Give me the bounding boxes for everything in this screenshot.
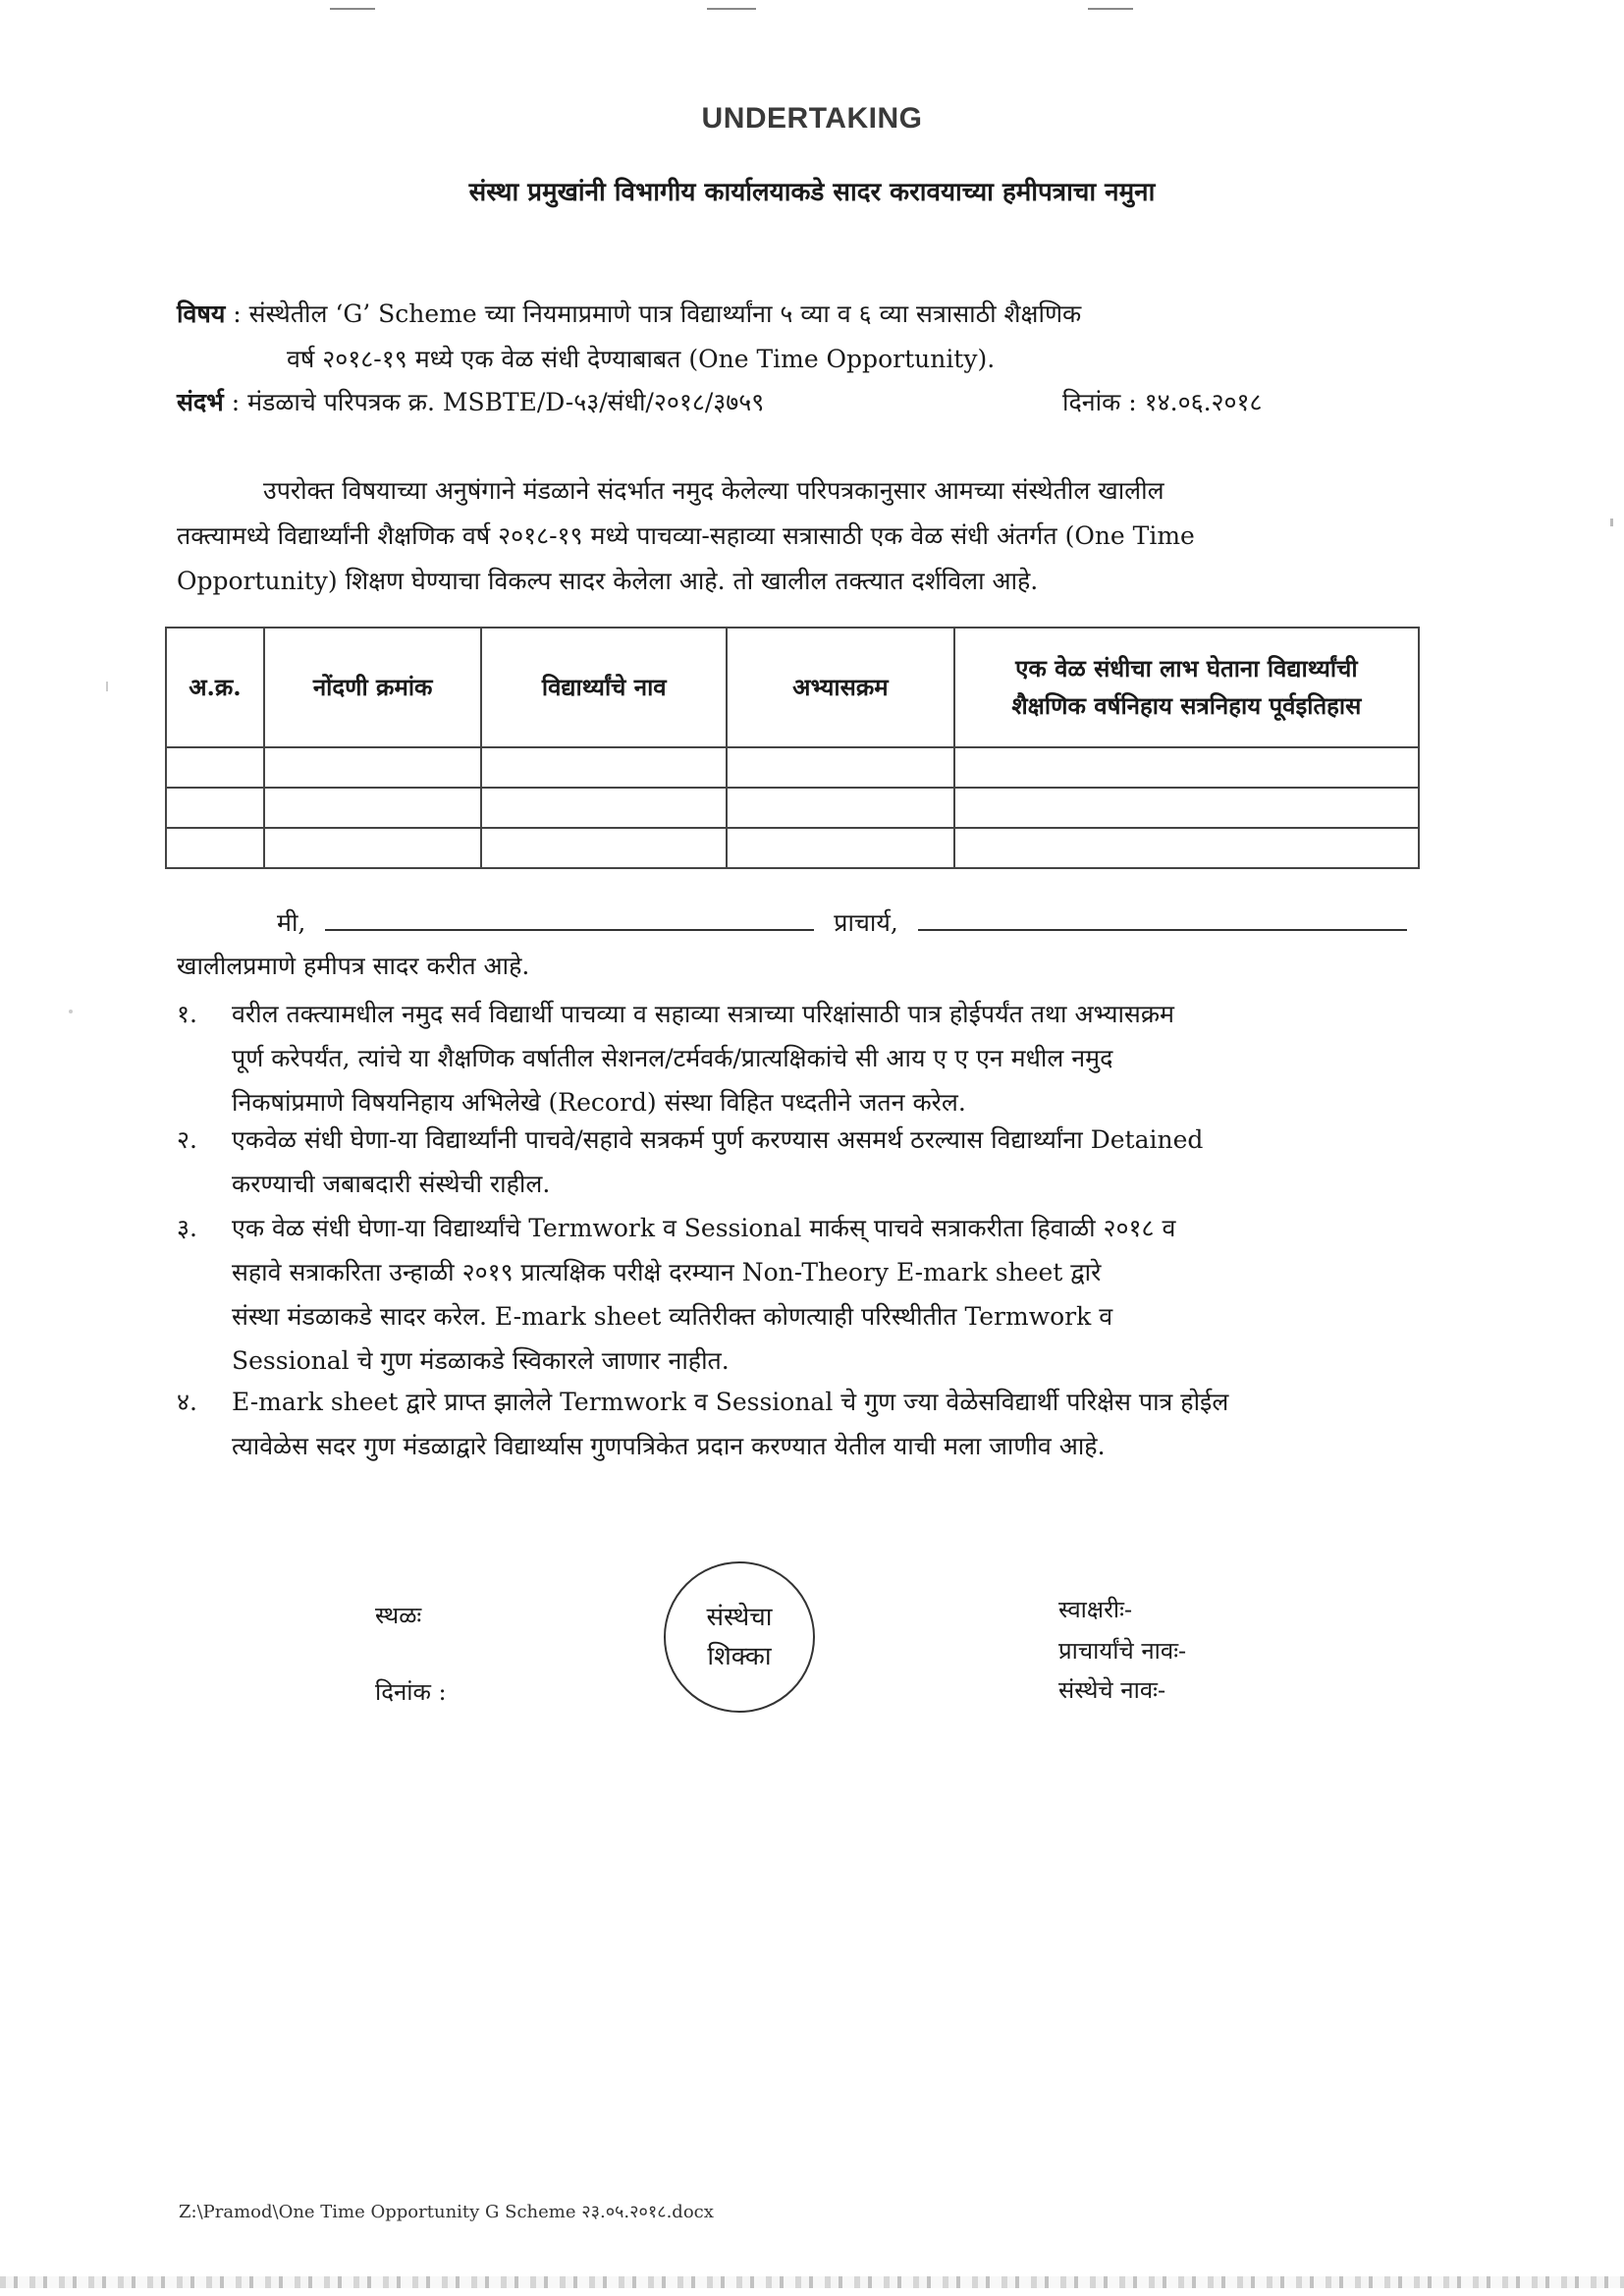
table-cell[interactable] — [166, 747, 264, 788]
scan-mark — [330, 8, 375, 10]
intro-line-1: उपरोक्त विषयाच्या अनुषंगाने मंडळाने संदर्भात नमुद केलेल्या परिपत्रकानुसार आमच्या संस्थेतील खालील — [263, 476, 1164, 505]
declaration-line — [277, 903, 1407, 939]
scan-edge-noise — [0, 2276, 1624, 2288]
table-cell[interactable] — [954, 788, 1419, 828]
list-item — [177, 992, 1443, 1124]
scan-speck — [106, 682, 108, 691]
table-row — [166, 828, 1419, 868]
table-row — [166, 788, 1419, 828]
col-header-registration-no: नोंदणी क्रमांक — [264, 628, 482, 747]
list-item-line: त्यावेळेस सदर गुण मंडळाद्वारे विद्यार्थ्यास गुणपत्रिकेत प्रदान करण्यात येतील याची मला जाणीव आहे. — [232, 1432, 1106, 1460]
table-cell[interactable] — [166, 788, 264, 828]
list-item-text — [232, 1206, 1439, 1383]
list-item-number: ४. — [177, 1388, 197, 1416]
seal-line-1: संस्थेचा — [706, 1603, 773, 1632]
reference-label: संदर्भ — [177, 388, 224, 416]
table-header-row — [166, 628, 1419, 747]
subject-text-1: : संस्थेतील ‘G’ Scheme च्या नियमाप्रमाणे पात्र विद्यार्थ्यांना ५ व्या व ६ व्या सत्रासाठी शैक्षणिक — [233, 300, 1082, 328]
name-blank-field[interactable] — [325, 903, 814, 931]
col-header-student-name: विद्यार्थ्यांचे नाव — [481, 628, 727, 747]
subject-line-2: वर्ष २०१८-१९ मध्ये एक वेळ संधी देण्याबाबत (One Time Opportunity). — [287, 345, 996, 373]
student-table — [165, 627, 1420, 869]
principal-name-label: प्राचार्यांचे नावः- — [1058, 1637, 1187, 1665]
list-item-line: वरील तक्त्यामधील नमुद सर्व विद्यार्थी पाचव्या व सहाव्या सत्राच्या परिक्षांसाठी पात्र होईपर्यंत तथा अभ्यासक्रम — [232, 1000, 1174, 1028]
declaration-continuation: खालीलप्रमाणे हमीपत्र सादर करीत आहे. — [177, 952, 530, 980]
declaration-i-label: मी, — [277, 908, 306, 937]
principal-label: प्राचार्य, — [834, 908, 898, 937]
signature-label: स्वाक्षरीः- — [1058, 1596, 1133, 1623]
table-cell[interactable] — [954, 828, 1419, 868]
table-cell[interactable] — [481, 828, 727, 868]
list-item-line: पूर्ण करेपर्यंत, त्यांचे या शैक्षणिक वर्षातील सेशनल/टर्मवर्क/प्रात्यक्षिकांचे सी आय ए ए एन मधील नमुद — [232, 1044, 1113, 1072]
seal-line-2: शिक्का — [707, 1642, 772, 1671]
table-cell[interactable] — [264, 747, 482, 788]
table-cell[interactable] — [264, 828, 482, 868]
intro-line-3: Opportunity) शिक्षण घेण्याचा विकल्प सादर केलेला आहे. तो खालील तक्त्यात दर्शविला आहे. — [177, 567, 1039, 595]
scan-mark — [1088, 8, 1133, 10]
scan-speck — [1610, 519, 1613, 526]
table-cell[interactable] — [727, 747, 954, 788]
reference-date: दिनांक : १४.०६.२०१८ — [1062, 388, 1263, 416]
table-row — [166, 747, 1419, 788]
table-cell[interactable] — [954, 747, 1419, 788]
list-item-line: संस्था मंडळाकडे सादर करेल. E-mark sheet व्यतिरीक्त कोणत्याही परिस्थीतीत Termwork व — [232, 1302, 1113, 1331]
list-item — [177, 1206, 1443, 1383]
table-cell[interactable] — [727, 788, 954, 828]
intro-line-2: तक्त्यामध्ये विद्यार्थ्यांनी शैक्षणिक वर्ष २०१८-१९ मध्ये पाचव्या-सहाव्या सत्रासाठी एक वेळ संधी अंतर्गत (One Time — [177, 521, 1195, 550]
list-item-line: E-mark sheet द्वारे प्राप्त झालेले Termwork व Sessional चे गुण ज्या वेळेसविद्यार्थी परिक्षेस पात्र होईल — [232, 1388, 1229, 1416]
subject-label: विषय — [177, 300, 226, 328]
list-item — [177, 1118, 1443, 1206]
list-item-number: २. — [177, 1125, 197, 1154]
institute-name-label: संस्थेचे नावः- — [1058, 1676, 1166, 1704]
list-item-number: ३. — [177, 1214, 197, 1242]
list-item — [177, 1380, 1443, 1468]
table-cell[interactable] — [727, 828, 954, 868]
table-cell[interactable] — [481, 788, 727, 828]
list-item-line: Sessional चे गुण मंडळाकडे स्विकारले जाणार नाहीत. — [232, 1346, 730, 1375]
list-item-line: एकवेळ संधी घेणा-या विद्यार्थ्यांनी पाचवे/सहावे सत्रकर्म पुर्ण करण्यास असमर्थ ठरल्यास विद्यार्थ्यांना Detained — [232, 1125, 1204, 1154]
scan-mark — [707, 8, 756, 10]
institute-blank-field[interactable] — [918, 903, 1407, 931]
col-header-history: एक वेळ संधीचा लाभ घेताना विद्यार्थ्यांची शैक्षणिक वर्षनिहाय सत्रनिहाय पूर्वइतिहास — [954, 628, 1419, 747]
table-cell[interactable] — [481, 747, 727, 788]
list-item-line: निकषांप्रमाणे विषयनिहाय अभिलेखे (Record) संस्था विहित पध्दतीने जतन करेल. — [232, 1088, 966, 1117]
list-item-line: सहावे सत्राकरिता उन्हाळी २०१९ प्रात्यक्षिक परीक्षे दरम्यान Non-Theory E-mark sheet द्वारे — [232, 1258, 1102, 1286]
scan-speck — [69, 1010, 73, 1013]
reference-text: : मंडळाचे परिपत्रक क्र. MSBTE/D-५३/संधी/२०१८/३७५९ — [231, 388, 765, 416]
list-item-line: करण्याची जबाबदारी संस्थेची राहील. — [232, 1170, 551, 1198]
page-title: UNDERTAKING — [701, 102, 923, 135]
institute-seal — [664, 1561, 815, 1713]
col-header-sr-no: अ.क्र. — [166, 628, 264, 747]
list-item-line: एक वेळ संधी घेणा-या विद्यार्थ्यांचे Termwork व Sessional मार्कस् पाचवे सत्राकरीता हिवाळी २०१८ व — [232, 1214, 1176, 1242]
reference-line — [177, 385, 764, 418]
date-label: दिनांक : — [375, 1678, 447, 1706]
list-item-number: १. — [177, 1000, 197, 1028]
subject-line-1 — [177, 297, 1081, 330]
list-item-text — [232, 992, 1439, 1124]
table-cell[interactable] — [166, 828, 264, 868]
list-item-text — [232, 1118, 1439, 1206]
page-subtitle: संस्था प्रमुखांनी विभागीय कार्यालयाकडे सादर करावयाच्या हमीपत्राचा नमुना — [468, 178, 1156, 207]
col-header-course: अभ्यासक्रम — [727, 628, 954, 747]
file-path-footer: Z:\Pramod\One Time Opportunity G Scheme २३.०५.२०१८.docx — [179, 2202, 714, 2222]
place-label: स्थळः — [375, 1602, 422, 1629]
list-item-text — [232, 1380, 1439, 1468]
table-cell[interactable] — [264, 788, 482, 828]
